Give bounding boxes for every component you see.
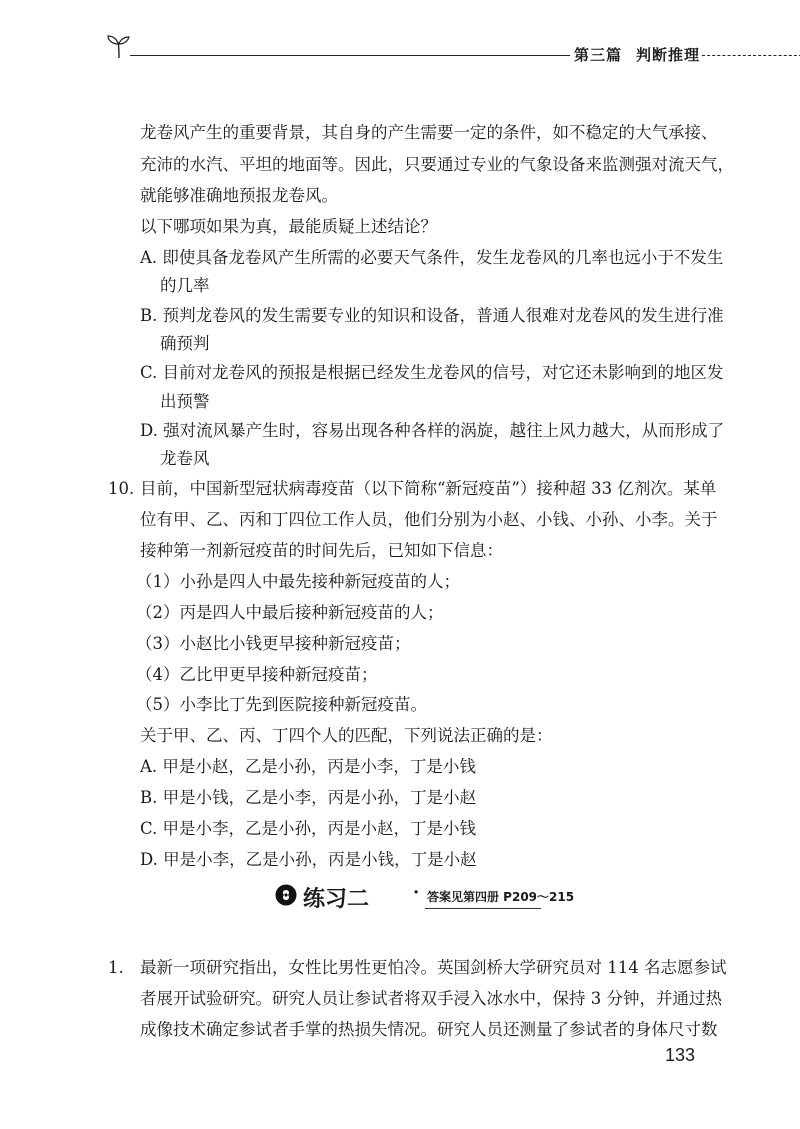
- section-title: 练习二: [303, 887, 370, 912]
- q9-option-d-cont: 龙卷风: [160, 449, 210, 468]
- q9-stem-line: 龙卷风产生的重要背景，其自身的产生需要一定的条件，如不稳定的大气承接、: [140, 123, 718, 142]
- q10-option-c: C. 甲是小李，乙是小孙，丙是小赵，丁是小钱: [140, 819, 477, 838]
- page-number: 133: [665, 1045, 696, 1065]
- header-rule-left: [130, 55, 570, 56]
- header-part: 第三篇: [574, 46, 623, 64]
- q1-line: 者展开试验研究。研究人员让参试者将双手浸入冰水中，保持 3 分钟，并通过热: [140, 989, 722, 1008]
- q9-stem-line: 就能够准确地预报龙卷风。: [140, 186, 338, 205]
- q10-option-b: B. 甲是小钱，乙是小李，丙是小孙，丁是小赵: [140, 788, 477, 807]
- q10-option-a: A. 甲是小赵，乙是小孙，丙是小李，丁是小钱: [140, 757, 476, 776]
- q10-condition-5: （5）小李比丁先到医院接种新冠疫苗。: [136, 695, 427, 714]
- q10-number: 10.: [108, 479, 135, 498]
- q10-stem-line: 接种第一剂新冠疫苗的时间先后，已知如下信息：: [140, 541, 503, 560]
- header-chapter: 判断推理: [636, 46, 701, 64]
- q9-option-d: D. 强对流风暴产生时，容易出现各种各样的涡旋，越往上风力越大，从而形成了: [140, 421, 725, 440]
- q10-condition-3: （3）小赵比小钱更早接种新冠疫苗；: [136, 634, 411, 653]
- q10-condition-1: （1）小孙是四人中最先接种新冠疫苗的人；: [136, 572, 460, 591]
- q9-question: 以下哪项如果为真，最能质疑上述结论？: [140, 217, 437, 236]
- q10-stem-line: 目前，中国新型冠状病毒疫苗（以下简称“新冠疫苗”）接种超 33 亿剂次。某单: [140, 479, 717, 498]
- q9-option-c: C. 目前对龙卷风的预报是根据已经发生龙卷风的信号，对它还未影响到的地区发: [140, 363, 724, 382]
- q9-stem-line: 充沛的水汽、平坦的地面等。因此，只要通过专业的气象设备来监测强对流天气，: [140, 155, 734, 174]
- header-rule-right: [702, 55, 800, 56]
- page-header: [104, 28, 704, 68]
- q10-option-d: D. 甲是小李，乙是小孙，丙是小钱，丁是小赵: [140, 850, 477, 869]
- header-title: [574, 44, 700, 65]
- q9-option-a: A. 即使具备龙卷风产生所需的必要天气条件，发生龙卷风的几率也远小于不发生: [140, 248, 724, 267]
- q10-condition-4: （4）乙比甲更早接种新冠疫苗；: [136, 665, 378, 684]
- q10-condition-2: （2）丙是四人中最后接种新冠疫苗的人；: [136, 603, 444, 622]
- q9-option-b: B. 预判龙卷风的发生需要专业的知识和设备，普通人很难对龙卷风的发生进行准: [140, 306, 724, 325]
- q10-question: 关于甲、乙、丙、丁四个人的匹配，下列说法正确的是：: [140, 726, 553, 745]
- flower-icon: [275, 884, 297, 906]
- q9-option-c-cont: 出预警: [160, 392, 210, 411]
- q1-line: 最新一项研究指出，女性比男性更怕冷。英国剑桥大学研究员对 114 名志愿参试: [140, 958, 727, 977]
- q1-number: 1.: [108, 958, 124, 977]
- section-underline: [425, 908, 541, 909]
- q1-line: 成像技术确定参试者手掌的热损失情况。研究人员还测量了参试者的身体尺寸数: [140, 1020, 718, 1039]
- q9-option-b-cont: 确预判: [160, 334, 210, 353]
- q10-stem-line: 位有甲、乙、丙和丁四位工作人员，他们分别为小赵、小钱、小孙、小李。关于: [140, 510, 718, 529]
- section-dot: ·: [413, 882, 420, 903]
- q9-option-a-cont: 的几率: [160, 276, 210, 295]
- section-answer-ref: 答案见第四册 P209～215: [427, 890, 575, 904]
